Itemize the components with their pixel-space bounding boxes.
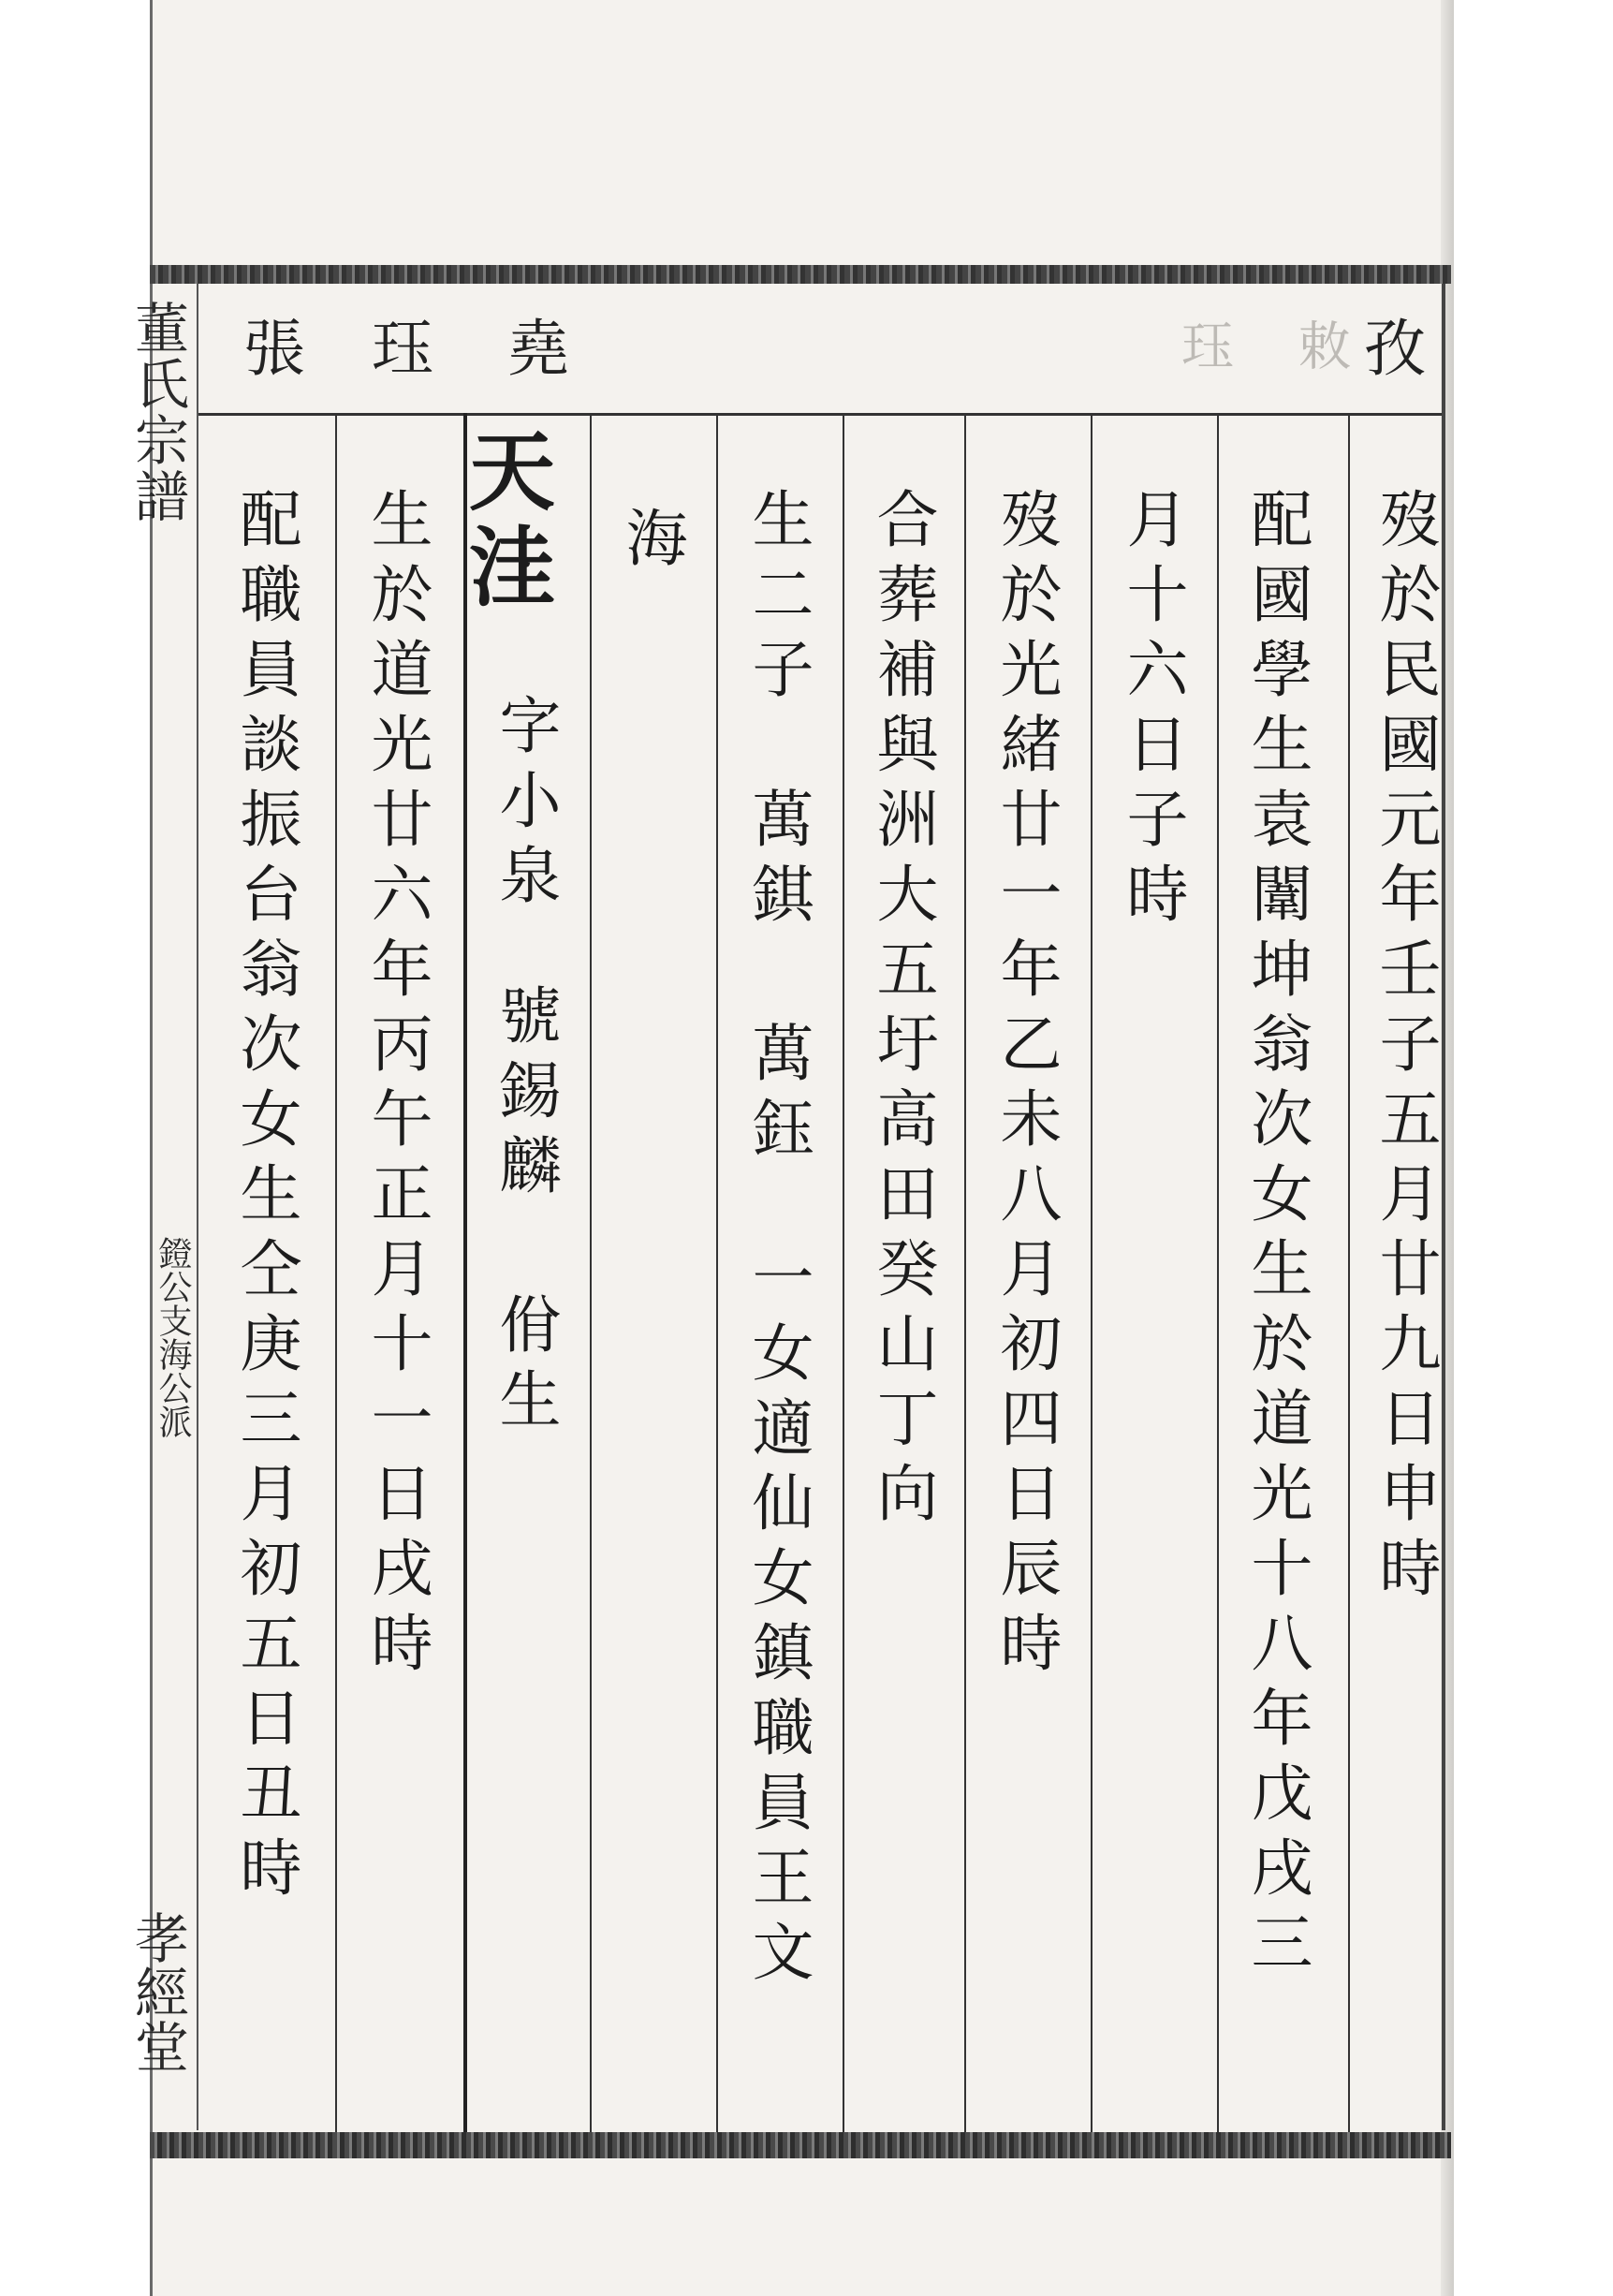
column-rule — [843, 413, 844, 2132]
top-border-rule — [150, 265, 1451, 284]
column-rule — [463, 413, 467, 2132]
text-column: 一女適仙女鎮職員王文 — [741, 1245, 814, 1994]
text-column: 萬鈺 — [741, 1021, 814, 1170]
header-name: 張 — [243, 313, 305, 385]
spine-margin — [125, 284, 198, 2130]
text-column: 佾生 — [489, 1292, 561, 1442]
text-column: 歿於光緒廿一年乙未八月初四日辰時 — [990, 487, 1062, 1685]
column-rule — [590, 413, 592, 2132]
column-rule — [964, 413, 966, 2132]
spine-branch-note: 鐙公支海公派 — [154, 1236, 192, 1438]
person-name: 天洼 — [455, 426, 556, 617]
text-column: 號錫麟 — [489, 983, 561, 1208]
header-name: 珏 — [372, 313, 433, 385]
bottom-border-rule — [150, 2132, 1451, 2158]
text-column: 歿於民國元年壬子五月廿九日申時 — [1369, 487, 1441, 1611]
header-name: 孜 — [1364, 313, 1426, 385]
bleed-through-text: 珏 — [1173, 318, 1234, 371]
text-column: 生於道光廿六年丙午正月十一日戌時 — [360, 487, 433, 1685]
header-name: 堯 — [507, 313, 569, 385]
text-column: 生二子 — [741, 487, 814, 712]
text-column: 海 — [615, 506, 687, 581]
text-column: 合葬補與洲大五圩高田癸山丁向 — [866, 487, 938, 1536]
column-rule — [1217, 413, 1219, 2132]
spine-title: 董氏宗譜 — [125, 300, 189, 524]
text-column: 月十六日子時 — [1116, 487, 1188, 936]
spine-hall-name: 孝經堂 — [125, 1910, 189, 2073]
column-rule — [716, 413, 718, 2132]
text-column: 配職員談振台翁次女生仝庚三月初五日丑時 — [229, 487, 301, 1910]
column-rule — [1348, 413, 1350, 2132]
text-column: 字小泉 — [489, 693, 561, 918]
text-column: 萬錤 — [741, 787, 814, 936]
text-column: 配國學生袁闈坤翁次女生於道光十八年戊戌三 — [1240, 487, 1312, 1985]
bleed-through-text: 敕 — [1290, 318, 1351, 371]
column-rule — [1091, 413, 1092, 2132]
column-rule — [335, 413, 337, 2132]
